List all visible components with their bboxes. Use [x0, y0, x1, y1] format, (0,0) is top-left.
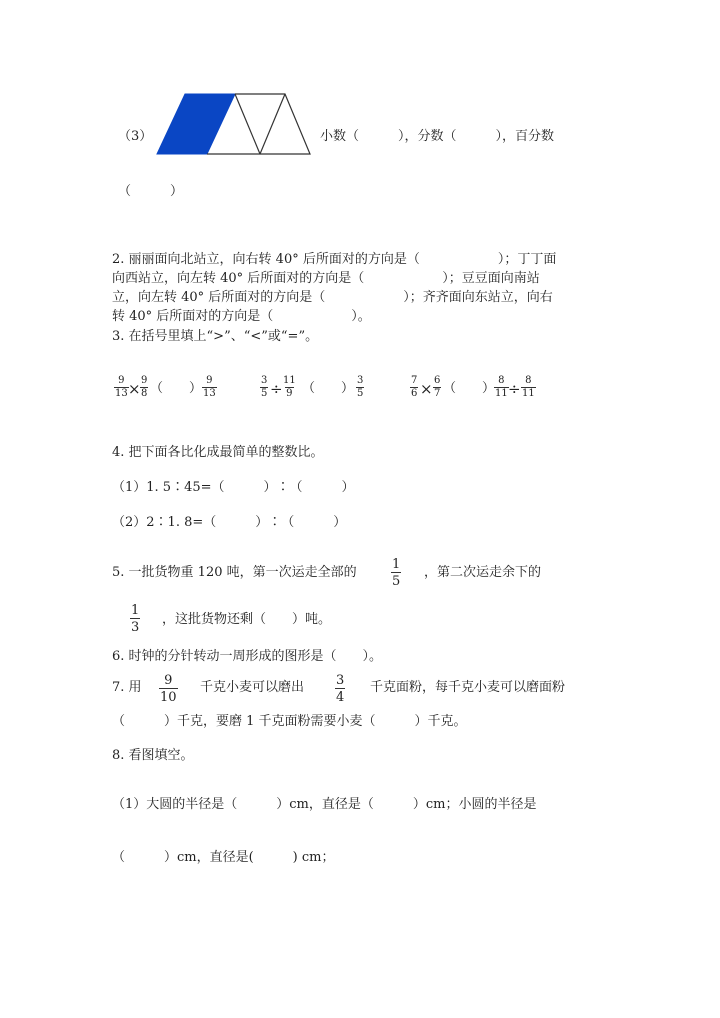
triangle-strip-figure — [155, 92, 315, 156]
fraction — [433, 376, 441, 399]
answer-blank[interactable]: （ ） — [302, 381, 355, 396]
fraction — [140, 376, 148, 399]
numerator: 3 — [261, 375, 268, 386]
shaded-region — [157, 94, 235, 154]
q5-text-post: ，这批货物还剩（ ）吨。 — [162, 612, 332, 627]
fraction — [410, 376, 418, 399]
q3-title: 3. 在括号里填上“>”、“<”或“=”。 — [112, 329, 319, 344]
divide-sign: ÷ — [270, 380, 283, 398]
denominator: 11 — [495, 388, 508, 399]
denominator: 5 — [392, 574, 401, 589]
q8-part1: （1）大圆的半径是（ ）cm，直径是（ ）cm；小圆的半径是 — [112, 797, 537, 812]
fraction — [202, 376, 217, 399]
numerator: 9 — [164, 673, 173, 688]
denominator: 11 — [522, 388, 535, 399]
fraction — [494, 376, 509, 399]
fraction — [391, 558, 401, 588]
q7-text-post: 千克面粉，每千克小麦可以磨面粉 — [370, 680, 566, 695]
q7-line2: （ ）千克，要磨 1 千克面粉需要小麦（ ）千克。 — [112, 714, 467, 729]
q2-line3: 立，向左转 40° 后所面对的方向是（ ）；齐齐面向东站立，向右 — [112, 290, 553, 305]
q5-text-mid: ，第二次运走余下的 — [424, 565, 542, 580]
numerator: 3 — [357, 375, 364, 386]
numerator: 8 — [525, 375, 532, 386]
q1-part3-text: 小数（ ），分数（ ），百分数 — [320, 129, 555, 144]
numerator: 3 — [336, 673, 345, 688]
numerator: 11 — [283, 375, 296, 386]
q1-part3-cont: （ ） — [118, 184, 184, 199]
times-sign: × — [128, 380, 141, 398]
q2-line2: 向西站立，向左转 40° 后所面对的方向是（ ）；豆豆面向南站 — [112, 271, 540, 286]
numerator: 9 — [206, 375, 213, 386]
strip-edge — [235, 94, 260, 154]
denominator: 5 — [357, 388, 364, 399]
fraction — [356, 376, 364, 399]
fraction — [159, 674, 178, 704]
denominator: 13 — [115, 388, 128, 399]
divide-sign: ÷ — [508, 380, 521, 398]
q5-text-pre: 5. 一批货物重 120 吨，第一次运走全部的 — [112, 565, 357, 580]
numerator: 7 — [411, 375, 418, 386]
q4-title: 4. 把下面各比化成最简单的整数比。 — [112, 445, 324, 460]
q2-line1: 2. 丽丽面向北站立，向右转 40° 后所面对的方向是（ ）；丁丁面 — [112, 252, 557, 267]
fraction — [260, 376, 268, 399]
answer-blank[interactable]: （ ） — [150, 381, 203, 396]
denominator: 13 — [203, 388, 216, 399]
denominator: 7 — [434, 388, 441, 399]
denominator: 10 — [160, 690, 177, 705]
strip-edge — [260, 94, 285, 154]
fraction — [282, 376, 297, 399]
q8-part2: （ ）cm，直径是( ) cm； — [112, 850, 335, 865]
q2-line4: 转 40° 后所面对的方向是（ ）。 — [112, 309, 371, 324]
answer-blank[interactable]: （ ） — [443, 381, 496, 396]
denominator: 9 — [286, 388, 293, 399]
numerator: 9 — [118, 375, 125, 386]
fraction — [114, 376, 129, 399]
fraction — [130, 604, 140, 634]
q6-text: 6. 时钟的分针转动一周形成的图形是（ ）。 — [112, 649, 383, 664]
numerator: 9 — [141, 375, 148, 386]
denominator: 5 — [261, 388, 268, 399]
q8-title: 8. 看图填空。 — [112, 748, 194, 763]
numerator: 1 — [392, 557, 401, 572]
q4-part1: （1）1. 5∶45=（ ）∶（ ） — [112, 480, 355, 495]
numerator: 1 — [131, 603, 140, 618]
denominator: 3 — [131, 620, 140, 635]
times-sign: × — [420, 380, 433, 398]
q4-part2: （2）2∶1. 8=（ ）∶（ ） — [112, 515, 347, 530]
q1-part3-label: （3） — [118, 129, 153, 144]
denominator: 8 — [141, 388, 148, 399]
fraction — [521, 376, 536, 399]
numerator: 6 — [434, 375, 441, 386]
fraction — [335, 674, 345, 704]
denominator: 6 — [411, 388, 418, 399]
q7-text-mid: 千克小麦可以磨出 — [200, 680, 305, 695]
denominator: 4 — [336, 690, 345, 705]
numerator: 8 — [498, 375, 505, 386]
q7-text-pre: 7. 用 — [112, 680, 142, 695]
